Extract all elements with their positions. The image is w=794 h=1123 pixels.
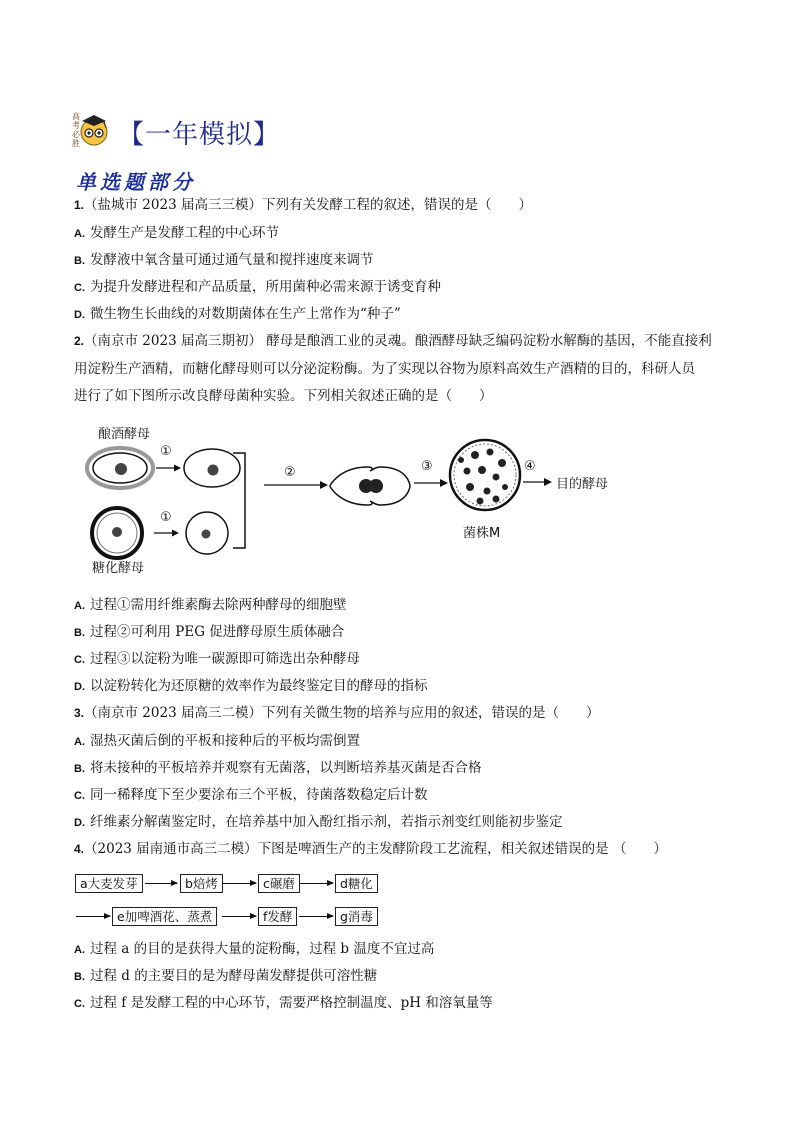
question-2-stem-line-1: 2.（南京市 2023 届高三期初） 酵母是酿酒工业的灵魂。酿酒酵母缺乏编码淀粉水解酶的基因，不能直接利 [74,333,712,349]
question-2-stem-line-2: 用淀粉生产酒精，而糖化酵母则可以分泌淀粉酶。为了实现以谷物为原料高效生产酒精的目的，科研人员 [74,361,695,377]
target-yeast-label: 目的酵母 [556,477,609,492]
question-1-option-a: A. 发酵生产是发酵工程的中心环节 [74,225,279,241]
section-title: 【一年模拟】 [118,120,281,150]
label-saccharifying-yeast: 糖化酵母 [92,561,145,576]
step-3-label: ③ [421,459,433,474]
question-2-option-a: A. 过程①需用纤维素酶去除两种酵母的细胞壁 [74,597,347,613]
question-1-option-b: B. 发酵液中氧含量可通过通气量和搅拌速度来调节 [74,252,374,268]
step-4-label: ④ [524,459,536,474]
yeast-fusion-diagram [70,415,630,565]
question-1-option-c: C. 为提升发酵进程和产品质量，所用菌种必需来源于诱变育种 [74,279,441,295]
flow-step-b: b焙烤 [180,874,223,893]
flow-step-f: f发酵 [258,907,297,926]
question-2-option-b: B. 过程②可利用 PEG 促进酵母原生质体融合 [74,624,345,640]
question-4-option-a: A. 过程 a 的目的是获得大量的淀粉酶，过程 b 温度不宜过高 [74,941,435,957]
question-3-option-b: B. 将未接种的平板培养并观察有无菌落，以判断培养基灭菌是否合格 [74,760,482,776]
strain-m-dish [450,440,520,510]
flow-arrow [222,916,256,917]
question-1-stem: 1.（盐城市 2023 届高三三模）下列有关发酵工程的叙述，错误的是（ ） [74,197,532,213]
step-1-top-label: ① [160,444,172,459]
label-brewing-yeast: 酿酒酵母 [98,427,151,442]
flow-step-a: a大麦发芽 [75,874,143,893]
question-3-option-c: C. 同一稀释度下至少要涂布三个平板，待菌落数稳定后计数 [74,787,428,803]
flow-arrow [76,916,110,917]
question-1-option-d: D. 微生物生长曲线的对数期菌体在生产上常作为“种子” [74,306,401,322]
question-2-option-d: D. 以淀粉转化为还原糖的效率作为最终鉴定目的酵母的指标 [74,678,428,694]
step-1-bottom-label: ① [160,510,172,525]
logo-text: 高考必胜 [72,112,80,148]
flow-step-c: c碾磨 [258,874,300,893]
question-2-option-c: C. 过程③以淀粉为唯一碳源即可筛选出杂种酵母 [74,651,360,667]
flow-step-d: d糖化 [335,874,378,893]
question-4-option-c: C. 过程 f 是发酵工程的中心环节，需要严格控制温度、pH 和溶氧量等 [74,995,493,1011]
question-2-stem-line-3: 进行了如下图所示改良酵母菌种实验。下列相关叙述正确的是（ ） [74,388,493,404]
strain-m-label: 菌株M [463,526,501,541]
flow-step-g: g消毒 [335,907,378,926]
question-3-option-d: D. 纤维素分解菌鉴定时，在培养基中加入酚红指示剂，若指示剂变红则能初步鉴定 [74,814,563,830]
question-4-option-b: B. 过程 d 的主要目的是为酵母菌发酵提供可溶性糖 [74,968,378,984]
flow-arrow [145,883,177,884]
question-3-option-a: A. 湿热灭菌后倒的平板和接种后的平板均需倒置 [74,733,360,749]
flow-arrow [299,883,333,884]
step-2-label: ② [284,465,296,480]
flow-arrow [222,883,256,884]
flow-arrow [299,916,333,917]
question-4-stem: 4.（2023 届南通市高三二模）下图是啤酒生产的主发酵阶段工艺流程，相关叙述错误的是 （ ） [74,841,667,857]
section-subtitle: 单选题部分 [76,170,196,194]
question-3-stem: 3.（南京市 2023 届高三二模）下列有关微生物的培养与应用的叙述，错误的是（ ） [74,705,600,721]
flow-step-e: e加啤酒花、蒸煮 [112,907,217,926]
